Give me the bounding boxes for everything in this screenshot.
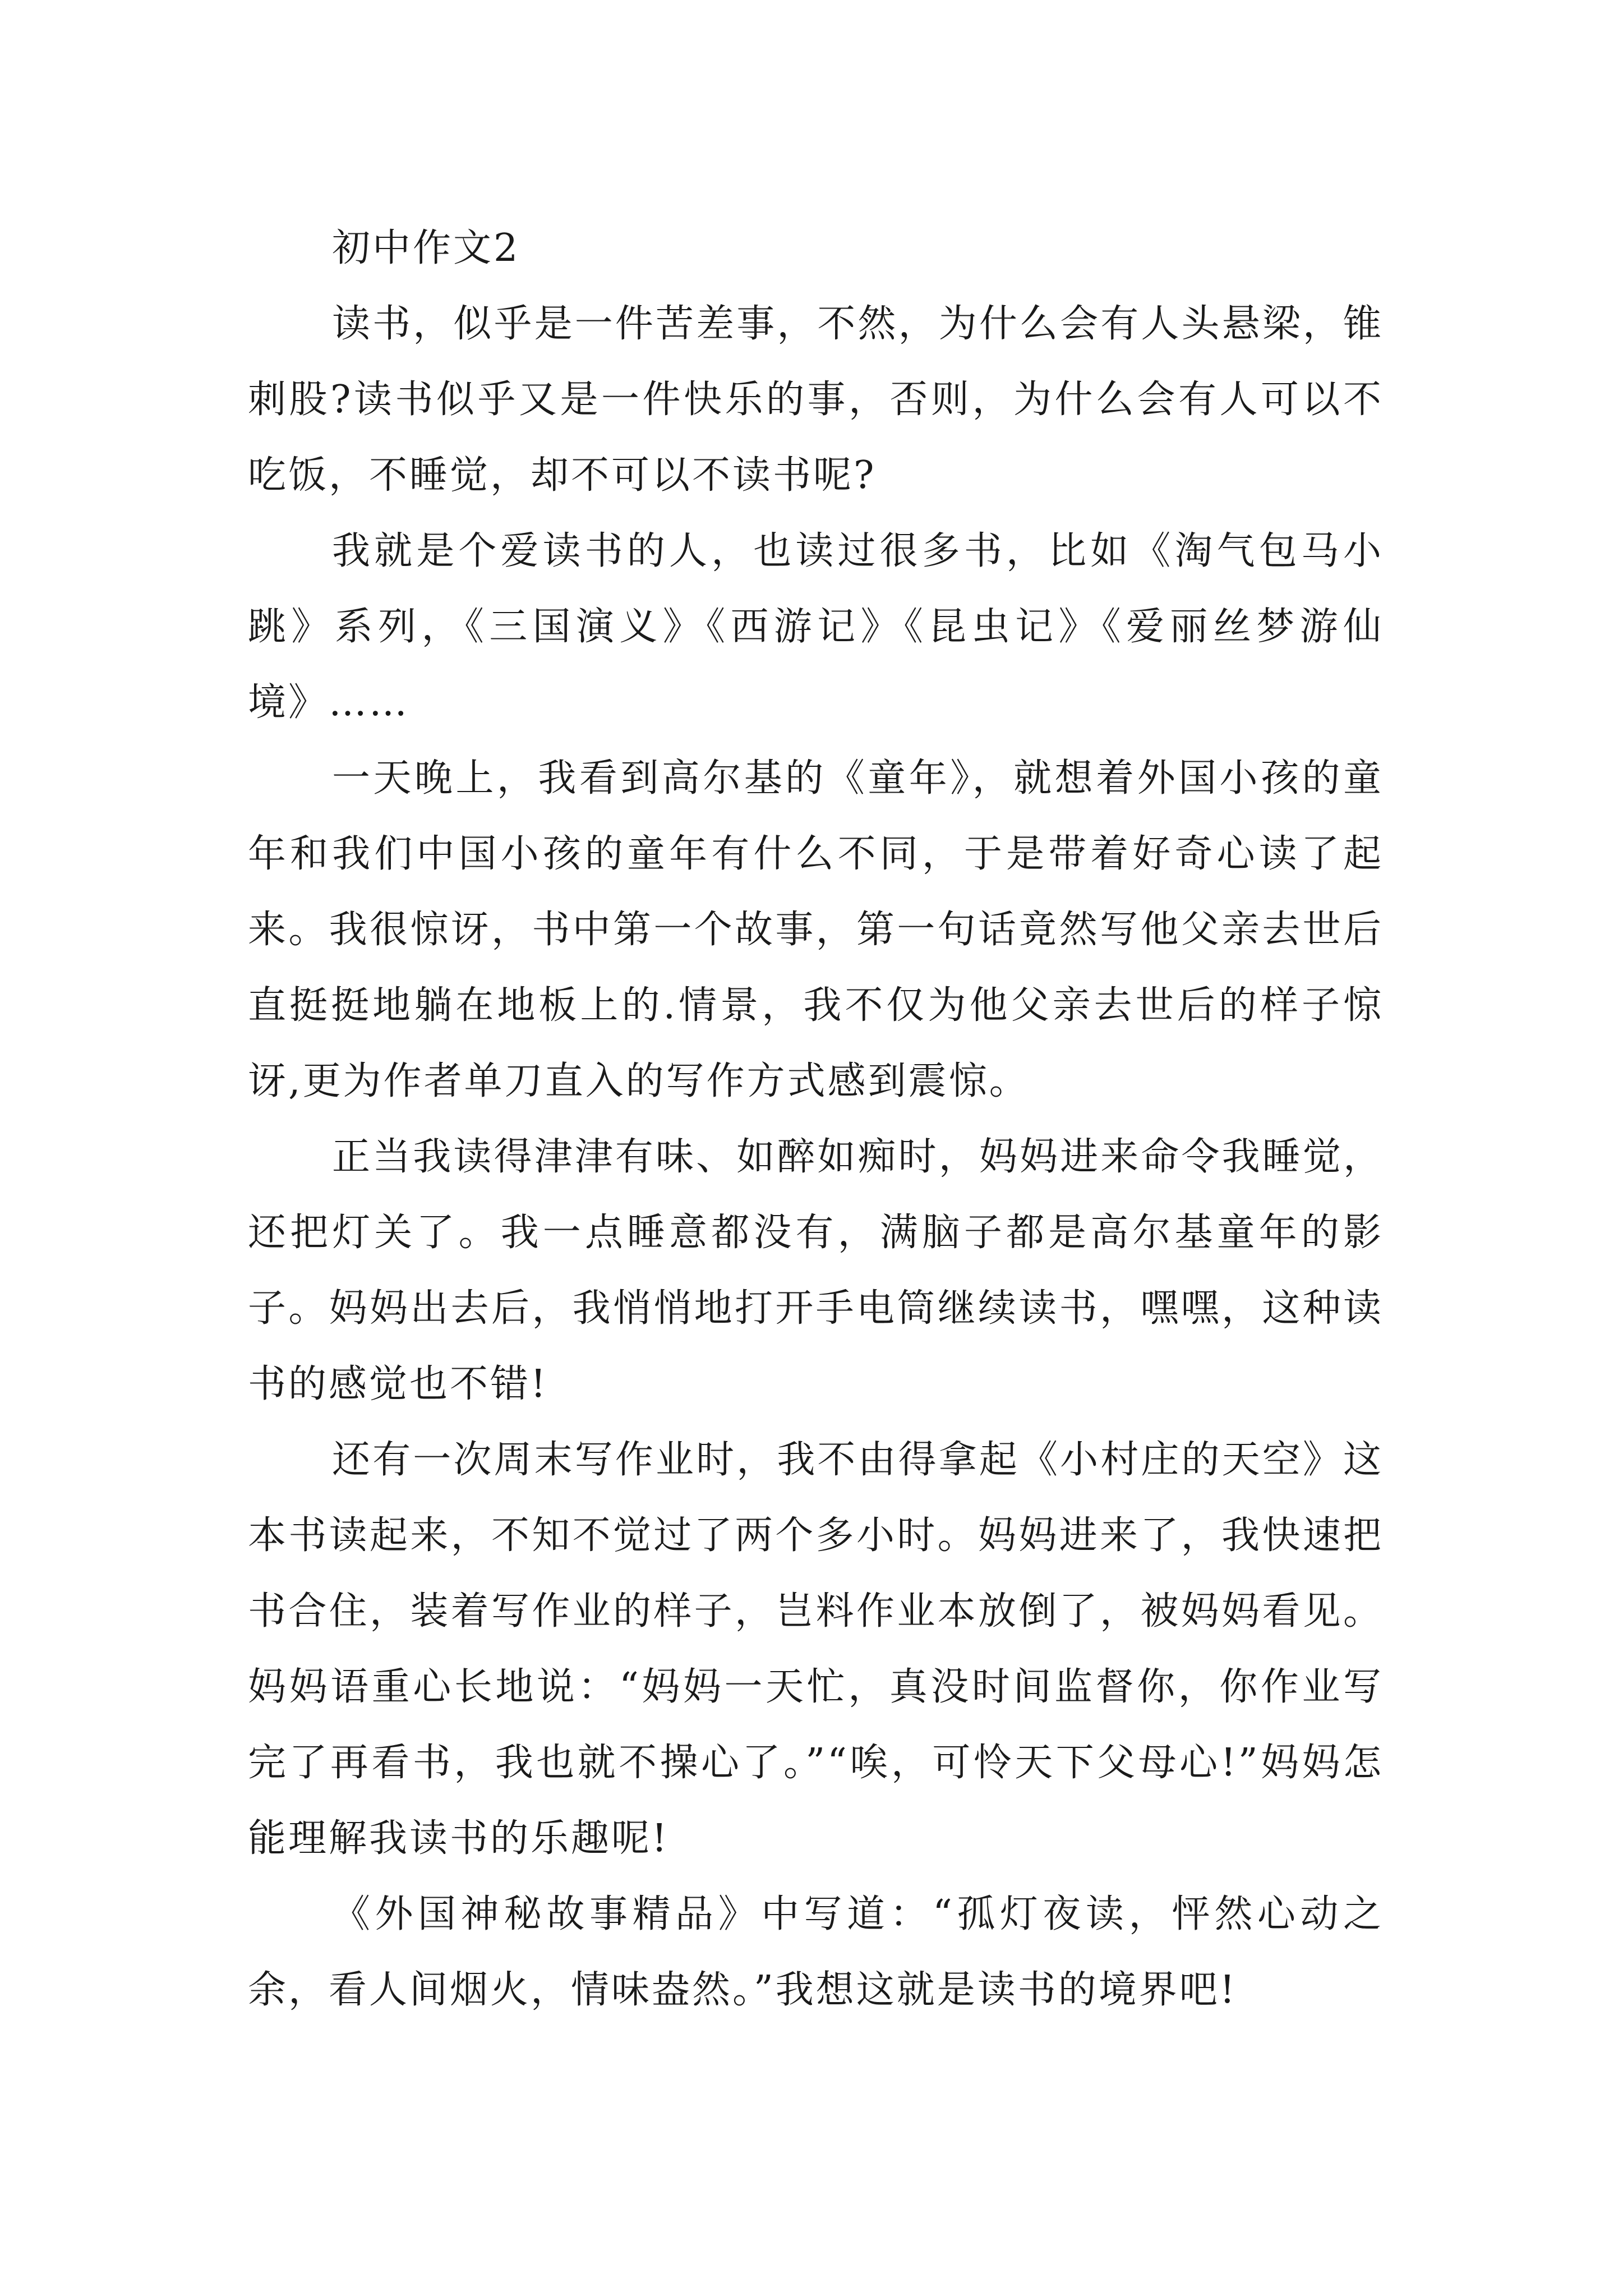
paragraph-6: 《外国神秘故事精品》中写道：“孤灯夜读，怦然心动之余，看人间烟火，情味盎然。”我想这就是读书的境界吧! (248, 1892, 1384, 2012)
paragraph-3: 一天晚上，我看到高尔基的《童年》，就想着外国小孩的童年和我们中国小孩的童年有什么不同，于是带着好奇心读了起来。我很惊讶，书中第一个故事，第一句话竟然写他父亲去世后直挺挺地躺在地板上的.情景，我不仅为他父亲去世后的样子惊讶,更为作者单刀直入的写作方式感到震惊。 (248, 756, 1384, 1103)
paragraph-5: 还有一次周末写作业时，我不由得拿起《小村庄的天空》这本书读起来，不知不觉过了两个多小时。妈妈进来了，我快速把书合住，装着写作业的样子，岂料作业本放倒了，被妈妈看见。妈妈语重心长地说：“妈妈一天忙，真没时间监督你，你作业写完了再看书，我也就不操心了。”“唉，可怜天下父母心!”妈妈怎能理解我读书的乐趣呢! (248, 1438, 1384, 1861)
paragraph-2: 我就是个爱读书的人，也读过很多书，比如《淘气包马小跳》系列，《三国演义》《西游记》《昆虫记》《爱丽丝梦游仙境》…… (248, 529, 1384, 725)
paragraph-1: 读书，似乎是一件苦差事，不然，为什么会有人头悬梁，锥刺股?读书似乎又是一件快乐的事，否则，为什么会有人可以不吃饭，不睡觉，却不可以不读书呢? (248, 302, 1384, 498)
essay-body (248, 210, 1384, 2028)
essay-title: 初中作文2 (332, 226, 520, 270)
paragraph-4: 正当我读得津津有味、如醉如痴时，妈妈进来命令我睡觉，还把灯关了。我一点睡意都没有，满脑子都是高尔基童年的影子。妈妈出去后，我悄悄地打开手电筒继续读书，嘿嘿，这种读书的感觉也不错! (248, 1135, 1384, 1406)
